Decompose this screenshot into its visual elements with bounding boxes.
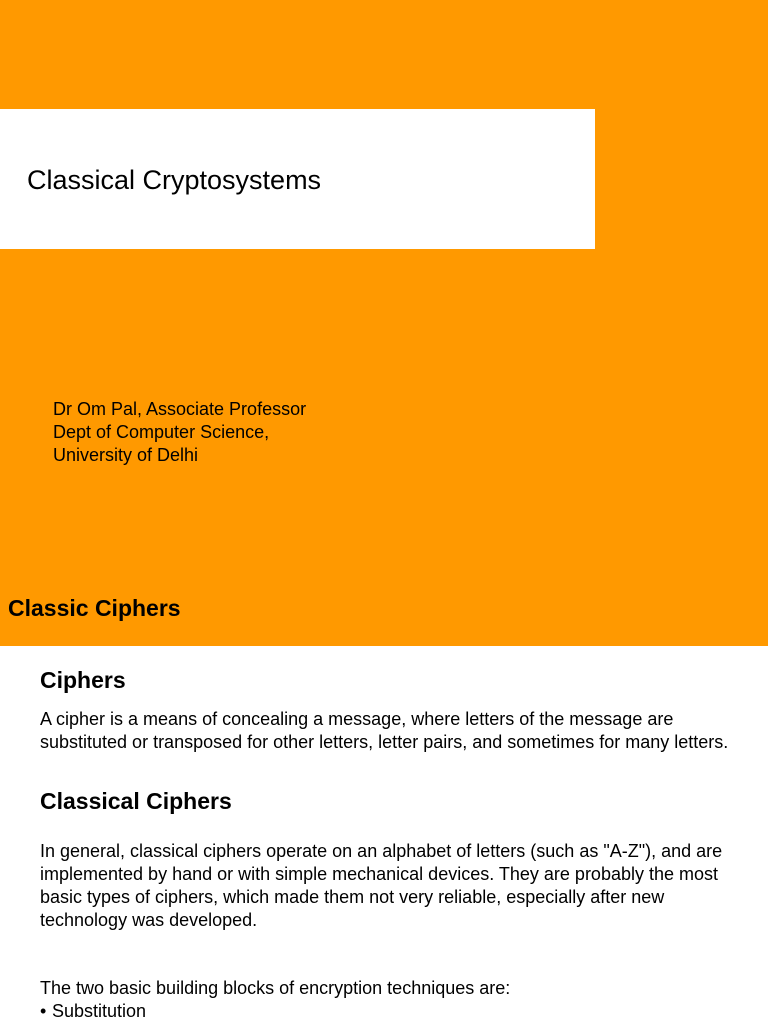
author-line: Dr Om Pal, Associate Professor (53, 399, 307, 419)
author-block (53, 398, 306, 467)
list-item (40, 1000, 146, 1023)
section-text-classical-ciphers: In general, classical ciphers operate on an alphabet of letters (such as "A-Z"), and are implemented by hand or with simple mechanical devices. They are probably the most basic types of ciphers, which made them not very reliable, especially after new technology was developed. (40, 841, 723, 930)
list-item-text: Substitution (52, 1001, 147, 1021)
bullet-icon: • (40, 1001, 47, 1021)
section-heading-ciphers: Ciphers (40, 667, 126, 693)
building-blocks-intro: The two basic building blocks of encryption techniques are: (40, 978, 511, 998)
slide-heading: Classic Ciphers (8, 595, 181, 621)
bullet-list (40, 1000, 146, 1023)
author-line: Dept of Computer Science, (53, 422, 270, 442)
slide-title: Classical Cryptosystems (27, 165, 322, 195)
section-text-ciphers: A cipher is a means of concealing a message, where letters of the message are substituted or transposed for other letters, letter pairs, and sometimes for many letters. (40, 709, 729, 752)
author-line: University of Delhi (53, 445, 199, 465)
section-heading-classical-ciphers: Classical Ciphers (40, 788, 232, 814)
